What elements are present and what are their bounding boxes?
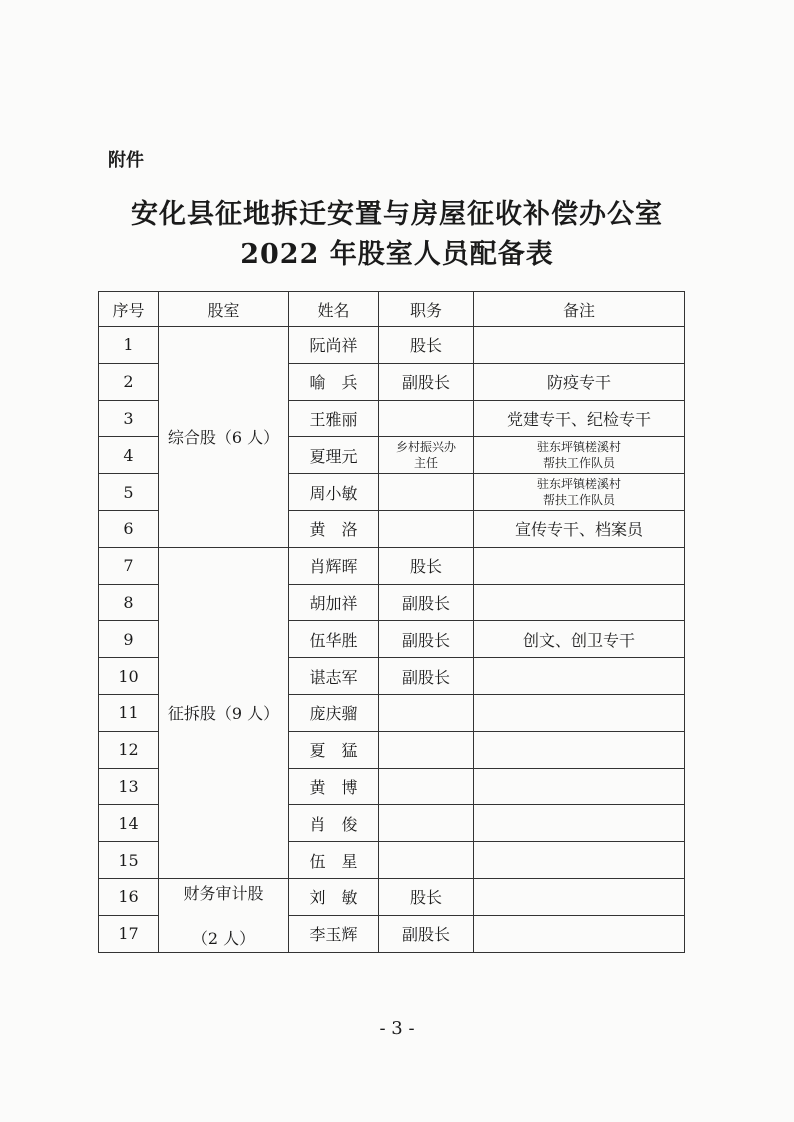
position-cell xyxy=(379,400,474,437)
name-cell: 伍 星 xyxy=(289,842,379,879)
note-cell: 防疫专干 xyxy=(474,363,685,400)
note-cell xyxy=(474,842,685,879)
position-cell xyxy=(379,842,474,879)
name-cell: 喻 兵 xyxy=(289,363,379,400)
table-header-row xyxy=(99,292,685,327)
name-cell: 王雅丽 xyxy=(289,400,379,437)
name-cell: 伍华胜 xyxy=(289,621,379,658)
note-cell xyxy=(474,694,685,731)
seq-cell: 12 xyxy=(99,731,159,768)
note-cell xyxy=(474,731,685,768)
name-cell: 李玉辉 xyxy=(289,915,379,952)
name-cell: 庞庆骝 xyxy=(289,694,379,731)
dept-cell: 征拆股（9 人） xyxy=(159,547,289,878)
note-cell: 党建专干、纪检专干 xyxy=(474,400,685,437)
note-line: 驻东坪镇槎溪村 xyxy=(536,440,621,455)
dept-cell xyxy=(159,878,289,952)
note-line: 帮扶工作队员 xyxy=(542,456,615,471)
seq-cell: 13 xyxy=(99,768,159,805)
note-cell xyxy=(474,878,685,915)
position-cell xyxy=(379,805,474,842)
position-cell xyxy=(379,768,474,805)
header-position: 职务 xyxy=(379,292,474,327)
table-row xyxy=(99,327,685,364)
note-cell xyxy=(474,327,685,364)
header-name: 姓名 xyxy=(289,292,379,327)
dept-line: 财务审计股 xyxy=(183,884,264,904)
position-cell xyxy=(379,474,474,511)
page-number: - 3 - xyxy=(379,1018,415,1039)
seq-cell: 9 xyxy=(99,621,159,658)
note-cell xyxy=(474,805,685,842)
seq-cell: 2 xyxy=(99,363,159,400)
position-cell: 副股长 xyxy=(379,584,474,621)
name-cell: 黄 洛 xyxy=(289,510,379,547)
seq-cell: 11 xyxy=(99,694,159,731)
note-cell xyxy=(474,658,685,695)
name-cell: 刘 敏 xyxy=(289,878,379,915)
note-cell xyxy=(474,437,685,474)
name-cell: 黄 博 xyxy=(289,768,379,805)
seq-cell: 6 xyxy=(99,510,159,547)
header-dept: 股室 xyxy=(159,292,289,327)
position-cell xyxy=(379,510,474,547)
seq-cell: 16 xyxy=(99,878,159,915)
name-cell: 夏理元 xyxy=(289,437,379,474)
note-cell xyxy=(474,584,685,621)
name-cell: 肖 俊 xyxy=(289,805,379,842)
position-cell: 副股长 xyxy=(379,658,474,695)
note-line: 驻东坪镇槎溪村 xyxy=(536,477,621,492)
seq-cell: 10 xyxy=(99,658,159,695)
note-cell: 宣传专干、档案员 xyxy=(474,510,685,547)
position-cell: 股长 xyxy=(379,878,474,915)
note-cell xyxy=(474,474,685,511)
header-seq: 序号 xyxy=(99,292,159,327)
table-row xyxy=(99,547,685,584)
seq-cell: 17 xyxy=(99,915,159,952)
note-line: 帮扶工作队员 xyxy=(542,493,615,508)
position-cell: 副股长 xyxy=(379,915,474,952)
seq-cell: 7 xyxy=(99,547,159,584)
staff-table xyxy=(98,291,685,953)
seq-cell: 15 xyxy=(99,842,159,879)
seq-cell: 8 xyxy=(99,584,159,621)
note-cell xyxy=(474,547,685,584)
position-cell: 股长 xyxy=(379,547,474,584)
dept-cell: 综合股（6 人） xyxy=(159,327,289,548)
position-cell: 副股长 xyxy=(379,621,474,658)
name-cell: 夏 猛 xyxy=(289,731,379,768)
table-row xyxy=(99,878,685,915)
position-line: 乡村振兴办 xyxy=(395,440,456,455)
dept-line: （2 人） xyxy=(191,929,256,949)
document-title-line2: 2022 年股室人员配备表 xyxy=(240,239,554,270)
position-cell xyxy=(379,731,474,768)
attachment-label: 附件 xyxy=(108,150,144,171)
note-cell: 创文、创卫专干 xyxy=(474,621,685,658)
position-cell: 股长 xyxy=(379,327,474,364)
document-title-line1: 安化县征地拆迁安置与房屋征收补偿办公室 xyxy=(131,199,663,230)
header-note: 备注 xyxy=(474,292,685,327)
seq-cell: 14 xyxy=(99,805,159,842)
name-cell: 阮尚祥 xyxy=(289,327,379,364)
note-cell xyxy=(474,768,685,805)
seq-cell: 4 xyxy=(99,437,159,474)
name-cell: 肖辉晖 xyxy=(289,547,379,584)
position-cell xyxy=(379,437,474,474)
name-cell: 周小敏 xyxy=(289,474,379,511)
seq-cell: 1 xyxy=(99,327,159,364)
position-cell xyxy=(379,694,474,731)
position-line: 主任 xyxy=(413,456,438,471)
name-cell: 胡加祥 xyxy=(289,584,379,621)
name-cell: 谌志军 xyxy=(289,658,379,695)
note-cell xyxy=(474,915,685,952)
position-cell: 副股长 xyxy=(379,363,474,400)
seq-cell: 3 xyxy=(99,400,159,437)
seq-cell: 5 xyxy=(99,474,159,511)
